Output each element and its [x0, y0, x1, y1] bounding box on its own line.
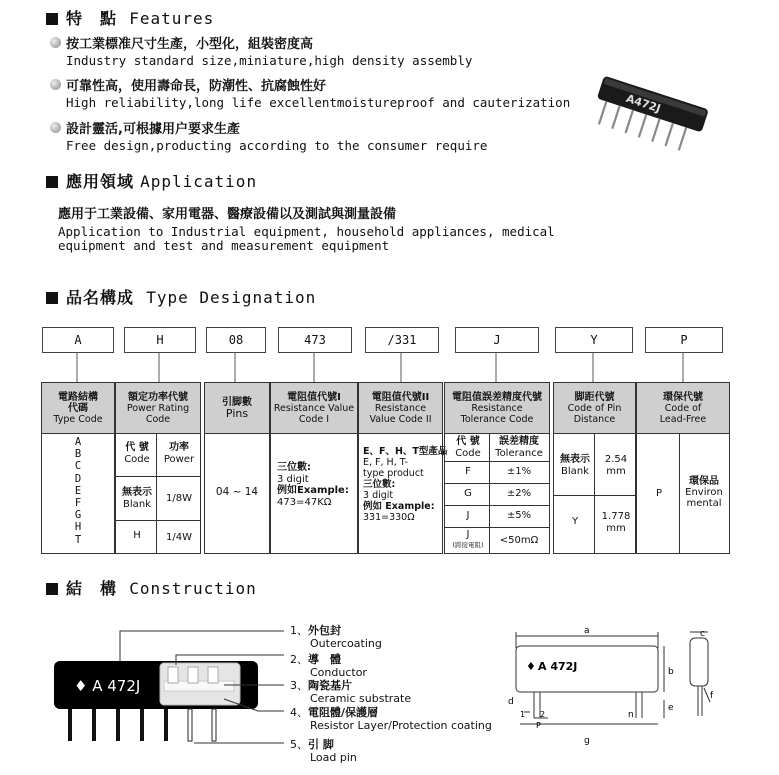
- diamond-icon: ♦: [526, 660, 536, 673]
- callout-ceramic-substrate: 3、陶瓷基片 Ceramic substrate: [290, 679, 412, 705]
- dim-f: f: [710, 691, 714, 701]
- construction-heading: 結 構 Construction: [46, 576, 257, 599]
- application-text-en-1: Application to Industrial equipment, household appliances, medical: [58, 224, 555, 239]
- callout-outercoating: 1、外包封 Outercoating: [290, 624, 382, 650]
- code-box-pitch: Y: [555, 327, 633, 353]
- dim-p: P: [536, 721, 541, 730]
- features-heading: 特 點 Features: [46, 6, 214, 29]
- construction-diagram: [48, 625, 288, 765]
- dim-2: 2: [540, 710, 546, 719]
- dim-a: a: [584, 626, 590, 636]
- code-box-type: A: [42, 327, 114, 353]
- square-bullet-icon: [46, 176, 58, 188]
- callout-resistor-layer: 4、電阻體/保護層 Resistor Layer/Protection coating: [290, 706, 492, 732]
- bullet-dot-icon: [50, 122, 61, 133]
- resistor-network-photo: [585, 72, 715, 164]
- dimension-drawing-front: [500, 622, 680, 747]
- column-lead-free: 環保代號 Code of Lead-Free P 環保品 Environ mental: [636, 382, 730, 554]
- column-power-rating: 額定功率代號 Power Rating Code 代 號 Code 功率 Power 無表示 Blank 1/8W H 1/4W: [115, 382, 201, 554]
- feature-2-en: High reliability,long life excellentmoistureproof and cauterization: [66, 95, 571, 110]
- type-code-letter: H: [74, 521, 82, 534]
- bullet-dot-icon: [50, 79, 61, 90]
- connector-lines: [0, 352, 779, 383]
- feature-3-cn: 設計靈活,可根據用户要求生產: [66, 122, 240, 137]
- dim-1: 1: [520, 710, 526, 719]
- column-pin-distance: 脚距代號 Code of Pin Distance 無表示 Blank 2.54 mm Y 1.778 mm: [553, 382, 636, 554]
- type-code-letter: T: [74, 533, 82, 546]
- type-code-letter: C: [74, 460, 82, 473]
- dim-g: g: [584, 736, 590, 746]
- column-type-code: 電路結構 代碼 Type Code A B C D E F G H T: [41, 382, 115, 554]
- application-text-cn: 應用于工業設備、家用電器、醫療設備以及測試與測量設備: [58, 207, 397, 222]
- type-designation-heading: 品名構成 Type Designation: [46, 285, 316, 308]
- feature-1-cn: 按工業標准尺寸生產，小型化，組裝密度高: [66, 37, 314, 52]
- type-code-letters: [42, 436, 114, 546]
- dim-n: n: [628, 710, 634, 720]
- dim-c: c: [700, 629, 705, 639]
- square-bullet-icon: [46, 292, 58, 304]
- type-code-letter: G: [74, 509, 82, 522]
- square-bullet-icon: [46, 583, 58, 595]
- code-box-leadfree: P: [645, 327, 723, 353]
- feature-1-en: Industry standard size,miniature,high density assembly: [66, 53, 473, 68]
- application-heading: 應用領域 Application: [46, 169, 257, 192]
- application-text-en-2: equipment and test and measurement equipment: [58, 238, 390, 253]
- type-code-letter: E: [74, 484, 82, 497]
- code-box-tolerance: J: [455, 327, 539, 353]
- code-box-pins: 08: [206, 327, 266, 353]
- dimension-drawing-side: [682, 626, 732, 726]
- photo-marking: A472J: [624, 91, 663, 116]
- square-bullet-icon: [46, 13, 58, 25]
- type-code-letter: B: [74, 448, 82, 461]
- type-code-letter: D: [74, 472, 82, 485]
- dim-b: b: [668, 667, 674, 677]
- column-tolerance: 電阻值誤差精度代號 Resistance Tolerance Code 代 號 Code 誤差精度 Tolerance F ±1% G ±2% J ±5% J (跨接電阻) <50mΩ: [444, 382, 550, 554]
- callout-conductor: 2、導 體 Conductor: [290, 653, 367, 679]
- column-pins: 引脚數 Pins 04 ~ 14: [204, 382, 270, 554]
- bullet-dot-icon: [50, 37, 61, 48]
- dim-d: d: [508, 697, 514, 707]
- feature-2-cn: 可靠性高，使用壽命長，防潮性、抗腐蝕性好: [66, 79, 327, 94]
- component-marking: ♦ A 472J: [74, 677, 141, 695]
- code-box-power: H: [124, 327, 196, 353]
- column-resistance-value-1: 電阻值代號I Resistance Value Code I 三位數: 3 digit 例如Examplе: 473=47KΩ: [270, 382, 358, 554]
- column-resistance-value-2: 電阻值代號II Resistance Value Code II E、F、H、T型產品 E, F, H, T- type product 三位數: 3 digit 例如 Example: 331=330Ω: [358, 382, 443, 554]
- code-box-value2: /331: [365, 327, 439, 353]
- dim-marking: A 472J: [538, 660, 578, 673]
- callout-load-pin: 5、引 脚 Load pin: [290, 738, 357, 764]
- type-code-letter: F: [74, 497, 82, 510]
- code-box-value1: 473: [278, 327, 352, 353]
- feature-3-en: Free design,producting according to the consumer require: [66, 138, 488, 153]
- dim-e: e: [668, 703, 674, 713]
- type-code-letter: A: [74, 436, 82, 448]
